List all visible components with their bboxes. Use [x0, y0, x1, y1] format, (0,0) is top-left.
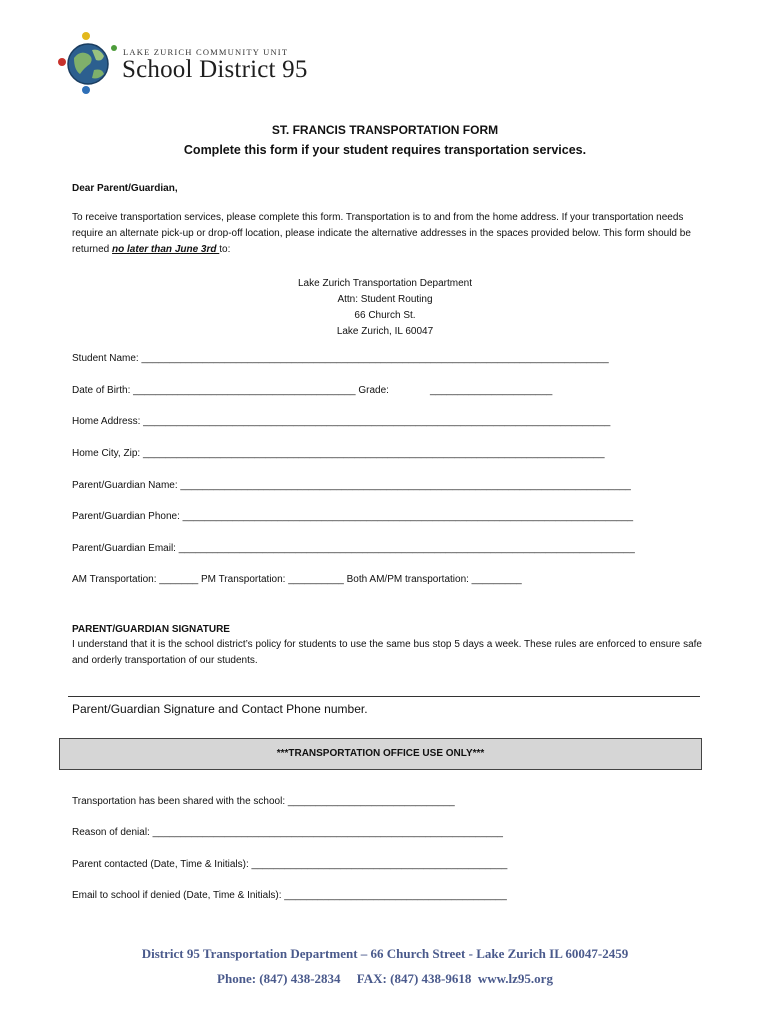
form-title: ST. FRANCIS TRANSPORTATION FORM [271, 123, 499, 137]
address-line: Lake Zurich Transportation Department [298, 278, 472, 289]
student-name-field[interactable]: Student Name: ____________________________________________________________________________________ [72, 353, 609, 364]
form-subtitle: Complete this form if your student requires transportation services. [183, 143, 587, 157]
guardian-phone-field[interactable]: Parent/Guardian Phone: _________________________________________________________________________________ [72, 511, 634, 522]
date-of-birth-field[interactable]: Date of Birth: ________________________________________ Grade: [72, 385, 389, 396]
logo-org-name: School District 95 [122, 56, 308, 83]
signature-heading: PARENT/GUARDIAN SIGNATURE [72, 624, 230, 635]
return-address [0, 276, 770, 340]
guardian-email-field[interactable]: Parent/Guardian Email: __________________________________________________________________________________ [72, 543, 635, 554]
return-deadline: no later than June 3rd [112, 244, 220, 255]
footer-address: District 95 Transportation Department – 66 Church Street - Lake Zurich IL 60047-2459 [141, 946, 629, 961]
address-line: Lake Zurich, IL 60047 [336, 326, 434, 337]
salutation: Dear Parent/Guardian, [72, 183, 178, 194]
signature-line[interactable] [68, 696, 700, 697]
email-denied-field[interactable]: Email to school if denied (Date, Time & Initials): ________________________________________ [72, 890, 507, 901]
home-address-field[interactable]: Home Address: ____________________________________________________________________________________ [72, 416, 611, 427]
office-use-banner: ***TRANSPORTATION OFFICE USE ONLY*** [59, 738, 702, 770]
parent-contacted-field[interactable]: Parent contacted (Date, Time & Initials): ______________________________________________ [72, 859, 508, 870]
address-line: 66 Church St. [354, 310, 416, 321]
grade-field[interactable]: ______________________ [430, 385, 553, 396]
signature-label: Parent/Guardian Signature and Contact Phone number. [72, 702, 368, 716]
home-city-field[interactable]: Home City, Zip: ___________________________________________________________________________________ [72, 448, 605, 459]
denial-reason-field[interactable]: Reason of denial: _______________________________________________________________ [72, 827, 503, 838]
footer-contact: Phone: (847) 438-2834 FAX: (847) 438-9618 www.lz95.org [217, 971, 553, 986]
logo-org-small: LAKE ZURICH COMMUNITY UNIT [123, 47, 289, 57]
intro-text-end: to: [219, 244, 231, 255]
shared-with-school-field[interactable]: Transportation has been shared with the school: ______________________________ [72, 796, 455, 807]
intro-text: To receive transportation services, please complete this form. Transportation is to and from the home address. If your transportation needs require an alternate pick-up or drop-off location, please indicate the alternative addresses in the spaces provided below. This form should be returned [72, 212, 691, 255]
intro-paragraph [72, 210, 702, 258]
globe-icon [56, 28, 126, 98]
address-line: Attn: Student Routing [337, 294, 433, 305]
policy-text: I understand that it is the school district’s policy for students to use the same bus stop 5 days a week. These rules are enforced to ensure safe and orderly transportation of our students. [72, 639, 702, 666]
transportation-field[interactable]: AM Transportation: _______ PM Transportation: __________ Both AM/PM transportation: _________ [72, 574, 522, 585]
guardian-name-field[interactable]: Parent/Guardian Name: _________________________________________________________________________________ [72, 480, 631, 491]
